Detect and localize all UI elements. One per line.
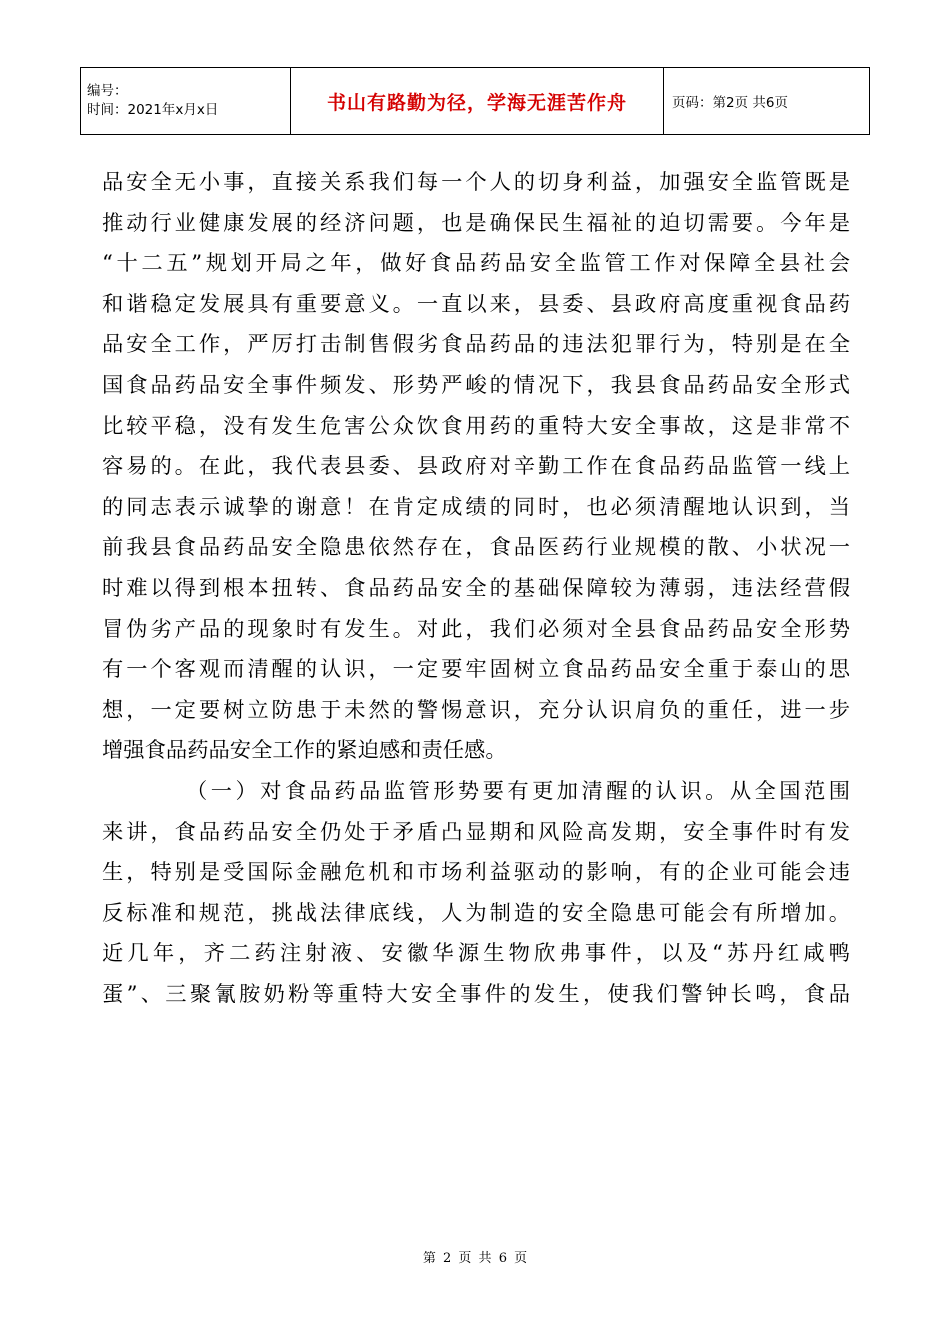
paragraph-line: 前我县食品药品安全隐患依然存在，食品医药行业规模的散、小状况一 [102,535,850,561]
paragraph-line: 容易的。在此，我代表县委、县政府对辛勤工作在食品药品监管一线上 [102,454,850,480]
paragraph-line: 品安全无小事，直接关系我们每一个人的切身利益，加强安全监管既是 [102,170,850,195]
document-body [102,163,850,1015]
paragraph [102,163,850,772]
paragraph-line: （一）对食品药品监管形势要有更加清醒的认识。从全国范围 [186,778,850,804]
paragraph-line: 国食品药品安全事件频发、形势严峻的情况下，我县食品药品安全形式 [102,372,850,398]
paragraph-line: 推动行业健康发展的经济问题，也是确保民生福祉的迫切需要。今年是 [102,210,850,236]
paragraph-line: 冒伪劣产品的现象时有发生。对此，我们必须对全县食品药品安全形势 [102,616,850,642]
paragraph-line: 品安全工作，严厉打击制售假劣食品药品的违法犯罪行为，特别是在全 [102,332,850,358]
paragraph [102,772,850,1016]
header-page-info: 页码：第2页 共6页 [664,68,870,135]
paragraph-line: 近几年，齐二药注射液、安徽华源生物欣弗事件，以及“苏丹红咸鸭 [102,941,850,967]
paragraph-line: 蛋”、三聚氰胺奶粉等重特大安全事件的发生，使我们警钟长鸣，食品 [102,981,850,1007]
document-number-label: 编号： [87,83,128,99]
paragraph-line: 和谐稳定发展具有重要意义。一直以来，县委、县政府高度重视食品药 [102,291,850,317]
document-date-label: 时间：2021年x月x日 [87,102,219,118]
page-footer: 第 2 页 共 6 页 [422,1251,528,1266]
paragraph-line: 比较平稳，没有发生危害公众饮食用药的重特大安全事故，这是非常不 [102,413,850,439]
header-meta-cell [81,68,291,135]
paragraph-line: 时难以得到根本扭转、食品药品安全的基础保障较为薄弱，违法经营假 [102,575,850,601]
paragraph-line: 有一个客观而清醒的认识，一定要牢固树立食品药品安全重于泰山的思 [102,657,850,683]
paragraph-line: 想，一定要树立防患于未然的警惕意识，充分认识肩负的重任，进一步 [102,697,850,723]
paragraph-line: 增强食品药品安全工作的紧迫感和责任感。 [102,738,507,764]
paragraph-line: 反标准和规范，挑战法律底线，人为制造的安全隐患可能会有所增加。 [102,900,850,926]
header-motto: 书山有路勤为径，学海无涯苦作舟 [291,68,664,135]
paragraph-line: 来讲，食品药品安全仍处于矛盾凸显期和风险高发期，安全事件时有发 [102,819,850,845]
paragraph-line: 生，特别是受国际金融危机和市场利益驱动的影响，有的企业可能会违 [102,860,850,886]
document-header [80,67,870,135]
paragraph-line: “十二五”规划开局之年，做好食品药品安全监管工作对保障全县社会 [102,251,850,277]
paragraph-line: 的同志表示诚挚的谢意！在肯定成绩的同时，也必须清醒地认识到，当 [102,494,850,520]
